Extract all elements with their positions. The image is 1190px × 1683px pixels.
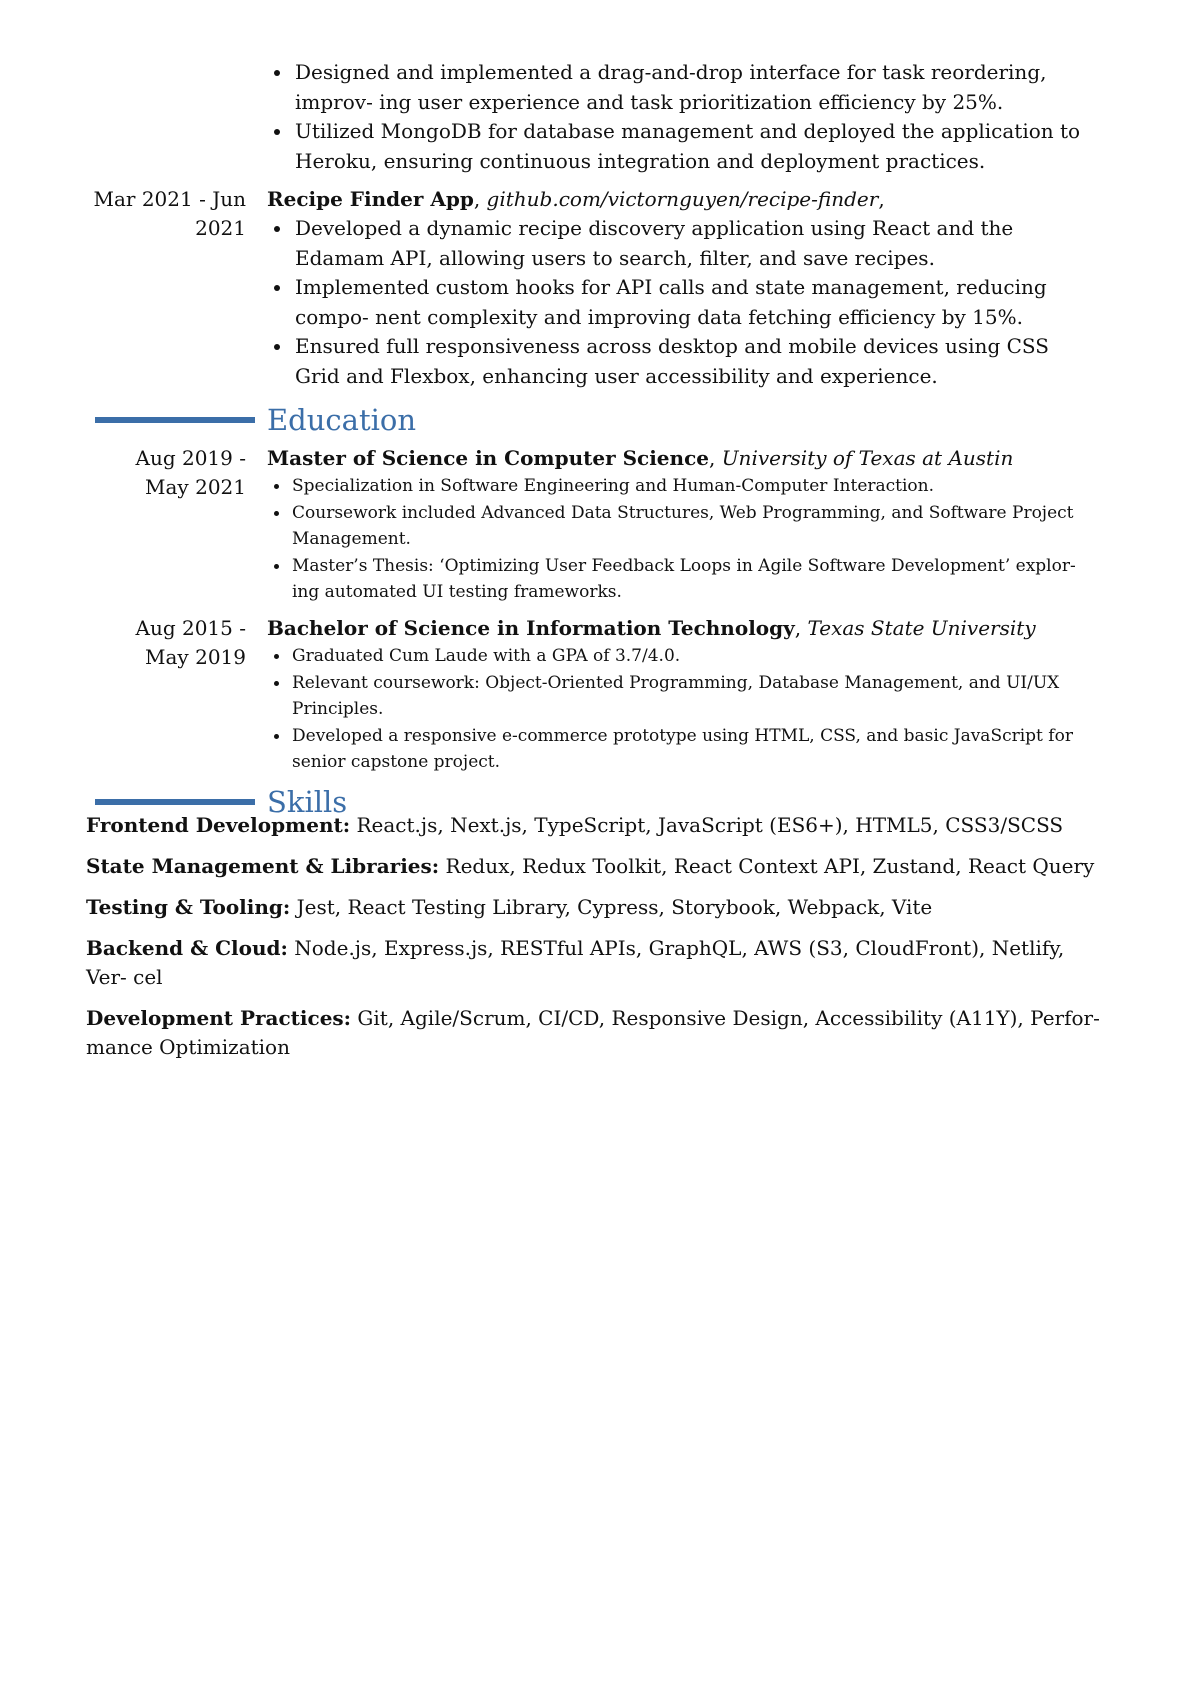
section-title: Skills: [267, 785, 348, 819]
project-bullets: [267, 214, 1097, 391]
previous-project-body: [267, 58, 1097, 176]
skill-row: [86, 934, 1106, 992]
degree-title-line: Bachelor of Science in Information Technology, Texas State University: [267, 616, 1036, 640]
list-item: Graduated Cum Laude with a GPA of 3.7/4.0.: [267, 643, 1097, 670]
school-name: University of Texas at Austin: [721, 446, 1014, 470]
skills-list: [86, 811, 1106, 1074]
skill-row: [86, 1004, 1106, 1062]
skill-label: State Management & Libraries:: [86, 854, 440, 878]
education-bullets: [267, 473, 1097, 606]
previous-project-bullets: [267, 58, 1097, 176]
list-item: Designed and implemented a drag-and-drop interface for task reordering, improv- ing user experience and task prioritization efficiency by 25%.: [267, 58, 1097, 117]
skill-row: [86, 811, 1106, 840]
entry-date: Aug 2019 - May 2021: [135, 446, 246, 499]
skill-label: Testing & Tooling:: [86, 895, 291, 919]
degree-title-line: Master of Science in Computer Science, University of Texas at Austin: [267, 446, 1014, 470]
project-name: Recipe Finder App: [267, 187, 474, 211]
list-item: Implemented custom hooks for API calls and state management, reducing compo- nent complexity and improving data fetching efficiency by 15%.: [267, 273, 1097, 332]
list-item: Coursework included Advanced Data Structures, Web Programming, and Software Project Management.: [267, 500, 1097, 553]
education-section-heading: [95, 402, 995, 438]
section-title: Education: [267, 403, 417, 437]
skill-label: Backend & Cloud:: [86, 936, 288, 960]
section-accent-bar: [95, 417, 255, 423]
list-item: Master’s Thesis: ‘Optimizing User Feedback Loops in Agile Software Development’ explor- ing automated UI testing frameworks.: [267, 553, 1097, 606]
skill-label: Development Practices:: [86, 1006, 352, 1030]
skill-value: Node.js, Express.js, RESTful APIs, GraphQL, AWS (S3, CloudFront), Netlify, Ver- cel: [86, 936, 1065, 989]
entry-date: Aug 2015 - May 2019: [135, 616, 246, 669]
recipe-finder-body: [267, 185, 1097, 391]
list-item: Developed a dynamic recipe discovery application using React and the Edamam API, allowing users to search, filter, and save recipes.: [267, 214, 1097, 273]
skill-row: [86, 852, 1106, 881]
list-item: Ensured full responsiveness across desktop and mobile devices using CSS Grid and Flexbox, enhancing user accessibility and experience.: [267, 332, 1097, 391]
education-body: [267, 444, 1097, 606]
list-item: Specialization in Software Engineering and Human-Computer Interaction.: [267, 473, 1097, 500]
skill-value: React.js, Next.js, TypeScript, JavaScript (ES6+), HTML5, CSS3/SCSS: [356, 813, 1064, 837]
skill-label: Frontend Development:: [86, 813, 351, 837]
education-body: [267, 614, 1097, 776]
list-item: Developed a responsive e-commerce prototype using HTML, CSS, and basic JavaScript for senior capstone project.: [267, 723, 1097, 776]
project-link[interactable]: github.com/victornguyen/recipe-finder: [486, 187, 879, 211]
school-name: Texas State University: [807, 616, 1036, 640]
degree-name: Master of Science in Computer Science: [267, 446, 709, 470]
skill-value: Redux, Redux Toolkit, React Context API, Zustand, React Query: [445, 854, 1095, 878]
skill-row: [86, 893, 1106, 922]
skill-value: Git, Agile/Scrum, CI/CD, Responsive Design, Accessibility (A11Y), Perfor- mance Optimization: [86, 1006, 1100, 1059]
list-item: Relevant coursework: Object-Oriented Programming, Database Management, and UI/UX Principles.: [267, 670, 1097, 723]
project-title-line: Recipe Finder App, github.com/victornguyen/recipe-finder,: [267, 187, 885, 211]
entry-date: Mar 2021 - Jun 2021: [93, 187, 246, 240]
skill-value: Jest, React Testing Library, Cypress, Storybook, Webpack, Vite: [296, 895, 933, 919]
education-bullets: [267, 643, 1097, 776]
list-item: Utilized MongoDB for database management and deployed the application to Heroku, ensuring continuous integration and deployment practices.: [267, 117, 1097, 176]
section-accent-bar: [95, 799, 255, 805]
degree-name: Bachelor of Science in Information Technology: [267, 616, 795, 640]
